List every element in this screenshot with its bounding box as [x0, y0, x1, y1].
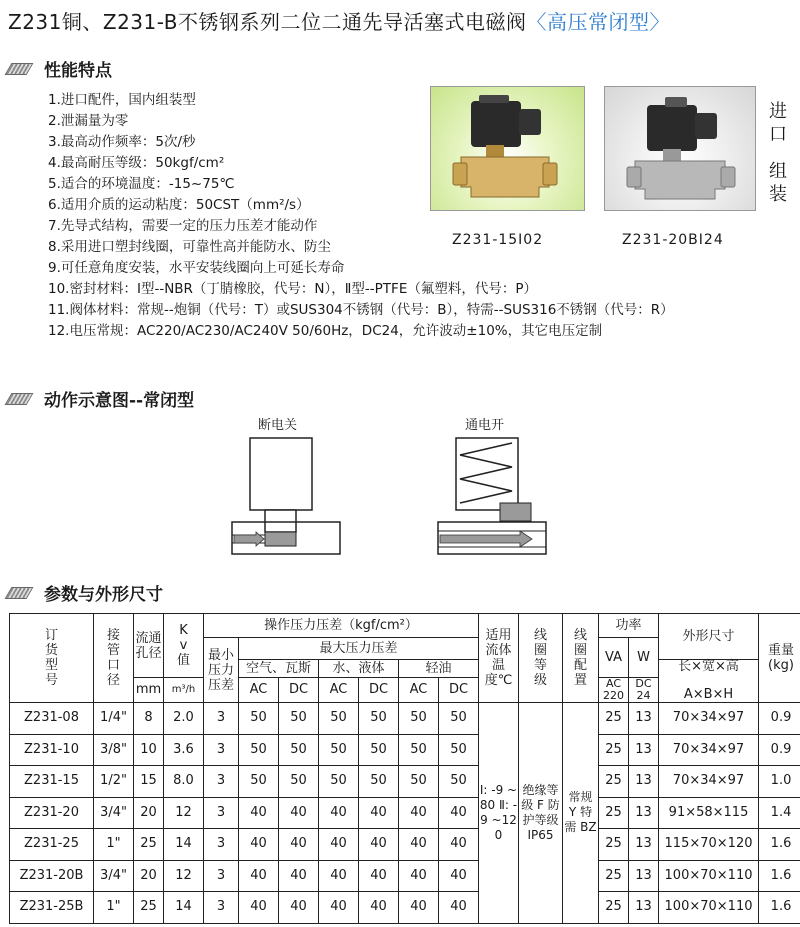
cell-dims: 70×34×97 [659, 734, 759, 766]
section-marker-icon [5, 63, 34, 75]
cell-weight: 1.6 [759, 892, 800, 924]
th-temp [479, 614, 519, 703]
cell-min: 3 [204, 860, 239, 892]
section-params-heading [8, 580, 163, 605]
cell-port: 3/4" [94, 860, 134, 892]
diagram-off-state [232, 438, 340, 554]
cell-va: 25 [599, 734, 629, 766]
feature-item: 10.密封材料：Ⅰ型--NBR（丁腈橡胶，代号：N），Ⅱ型--PTFE（氟塑料，代号：P） [48, 281, 537, 297]
spec-table-body [10, 703, 800, 924]
cell-va: 25 [599, 860, 629, 892]
cell-min: 3 [204, 797, 239, 829]
cell-temp-merged: Ⅰ: -9 ~80 Ⅱ: -9 ~120 [479, 703, 519, 924]
side-text-imported [767, 100, 789, 206]
cell-oil-dc: 40 [439, 829, 479, 861]
cell-model: Z231-20B [10, 860, 94, 892]
cell-oil-dc: 40 [439, 860, 479, 892]
th-kv-unit: m³/h [164, 678, 204, 703]
product-caption-2: Z231-20BⅠ24 [622, 232, 724, 248]
section-marker-icon [5, 393, 34, 405]
side-text-char-3: 组 [769, 161, 787, 182]
diagram-on-state [438, 438, 546, 554]
th-power: 功率 [599, 614, 659, 638]
th-weight [759, 614, 800, 703]
cell-insulation-merged: 绝缘等级 F 防护等级 IP65 [519, 703, 563, 924]
cell-water-dc: 50 [359, 703, 399, 735]
th-min-diff-label: 最小压力压差 [207, 647, 234, 693]
cell-min: 3 [204, 829, 239, 861]
th-va-sub: AC 220 [599, 678, 629, 703]
cell-water-ac: 40 [319, 829, 359, 861]
cell-min: 3 [204, 892, 239, 924]
valve-steel-illustration [605, 87, 756, 211]
cell-orifice: 15 [134, 766, 164, 798]
cell-oil-ac: 40 [399, 829, 439, 861]
feature-item: 12.电压常规：AC220/AC230/AC240V 50/60Hz，DC24，允许波动±10%，其它电压定制 [48, 323, 603, 339]
th-va: VA [599, 638, 629, 678]
cell-oil-ac: 50 [399, 703, 439, 735]
cell-orifice: 10 [134, 734, 164, 766]
cell-port: 3/4" [94, 797, 134, 829]
cell-w: 13 [629, 703, 659, 735]
th-op-pressure: 操作压力压差（kgf/cm²） [204, 614, 479, 638]
cell-water-dc: 40 [359, 797, 399, 829]
cell-min: 3 [204, 766, 239, 798]
cell-water-ac: 50 [319, 734, 359, 766]
cell-gas-ac: 40 [239, 829, 279, 861]
table-row [10, 797, 800, 829]
cell-water-ac: 40 [319, 797, 359, 829]
cell-orifice: 20 [134, 797, 164, 829]
cell-gas-ac: 40 [239, 860, 279, 892]
cell-gas-dc: 50 [279, 766, 319, 798]
feature-item: 8.采用进口塑封线圈，可靠性高并能防水、防尘 [48, 239, 331, 255]
cell-kv: 12 [164, 860, 204, 892]
cell-model: Z231-15 [10, 766, 94, 798]
th-kv [164, 614, 204, 678]
th-w: W [629, 638, 659, 678]
cell-oil-dc: 50 [439, 766, 479, 798]
spec-table [9, 613, 800, 924]
th-port-label: 接管口径 [106, 628, 120, 688]
cell-va: 25 [599, 703, 629, 735]
table-row [10, 860, 800, 892]
cell-w: 13 [629, 892, 659, 924]
cell-w: 13 [629, 860, 659, 892]
section-marker-icon [5, 587, 34, 599]
th-water: 水、液体 [319, 660, 399, 678]
section-diagram-heading [8, 386, 194, 411]
cell-kv: 14 [164, 829, 204, 861]
cell-orifice: 8 [134, 703, 164, 735]
cell-weight: 0.9 [759, 734, 800, 766]
side-text-gap [767, 146, 789, 160]
cell-w: 13 [629, 734, 659, 766]
cell-kv: 2.0 [164, 703, 204, 735]
side-text-char-4: 装 [769, 184, 787, 205]
cell-gas-ac: 40 [239, 892, 279, 924]
cell-gas-dc: 50 [279, 734, 319, 766]
cell-water-ac: 40 [319, 892, 359, 924]
table-row [10, 892, 800, 924]
feature-item: 5.适合的环境温度：-15~75℃ [48, 176, 235, 192]
cell-oil-ac: 40 [399, 892, 439, 924]
diagram-off-label: 断电关 [258, 418, 298, 433]
th-w-sub: DC 24 [629, 678, 659, 703]
cell-dims: 100×70×110 [659, 892, 759, 924]
section-params-label: 参数与外形尺寸 [44, 585, 163, 605]
cell-weight: 1.6 [759, 860, 800, 892]
section-features-heading [8, 56, 112, 81]
section-diagram-label: 动作示意图--常闭型 [44, 391, 195, 411]
feature-item: 3.最高动作频率：5次/秒 [48, 134, 196, 150]
cell-oil-ac: 40 [399, 860, 439, 892]
cell-water-ac: 50 [319, 703, 359, 735]
cell-kv: 8.0 [164, 766, 204, 798]
section-features-label: 性能特点 [44, 61, 112, 81]
cell-w: 13 [629, 829, 659, 861]
th-coil-label: 线圈配置 [573, 628, 587, 688]
action-diagram [220, 435, 550, 565]
cell-port: 1" [94, 829, 134, 861]
cell-oil-dc: 40 [439, 797, 479, 829]
th-dims-sub2: A×B×H [683, 687, 734, 702]
cell-gas-dc: 40 [279, 892, 319, 924]
th-model-label: 订货型号 [44, 628, 58, 688]
cell-gas-ac: 40 [239, 797, 279, 829]
th-min-diff [204, 638, 239, 703]
table-row [10, 766, 800, 798]
cell-w: 13 [629, 797, 659, 829]
th-port [94, 614, 134, 703]
cell-gas-dc: 40 [279, 860, 319, 892]
th-weight-label: 重量(kg) [768, 643, 795, 673]
cell-model: Z231-25B [10, 892, 94, 924]
cell-gas-dc: 40 [279, 829, 319, 861]
cell-weight: 0.9 [759, 703, 800, 735]
cell-model: Z231-08 [10, 703, 94, 735]
cell-dims: 70×34×97 [659, 766, 759, 798]
th-orifice-unit: mm [134, 678, 164, 703]
feature-item: 2.泄漏量为零 [48, 113, 129, 129]
th-coil [563, 614, 599, 703]
th-oil: 轻油 [399, 660, 479, 678]
cell-dims: 91×58×115 [659, 797, 759, 829]
cell-port: 1/2" [94, 766, 134, 798]
diagram-on-label: 通电开 [465, 418, 505, 433]
cell-va: 25 [599, 829, 629, 861]
cell-kv: 14 [164, 892, 204, 924]
th-dims-sub1: 长×宽×高 [678, 659, 739, 674]
cell-gas-ac: 50 [239, 703, 279, 735]
feature-item: 7.先导式结构，需要一定的压力压差才能动作 [48, 218, 318, 234]
cell-oil-dc: 50 [439, 703, 479, 735]
feature-item: 9.可任意角度安装，水平安装线圈向上可延长寿命 [48, 260, 345, 276]
th-model [10, 614, 94, 703]
cell-va: 25 [599, 766, 629, 798]
cell-w: 13 [629, 766, 659, 798]
cell-gas-ac: 50 [239, 766, 279, 798]
cell-port: 1" [94, 892, 134, 924]
page-title [8, 6, 670, 35]
feature-item: 6.适用介质的运动粘度：50CST（mm²/s） [48, 197, 310, 213]
cell-oil-dc: 40 [439, 892, 479, 924]
cell-weight: 1.0 [759, 766, 800, 798]
th-gas-ac: AC [239, 678, 279, 703]
cell-weight: 1.6 [759, 829, 800, 861]
title-main: Z231铜、Z231-B不锈钢系列二位二通先导活塞式电磁阀 [8, 10, 527, 34]
th-gas: 空气、瓦斯 [239, 660, 319, 678]
cell-port: 3/8" [94, 734, 134, 766]
cell-water-dc: 40 [359, 892, 399, 924]
product-caption-1: Z231-15Ⅰ02 [452, 232, 544, 248]
cell-port: 1/4" [94, 703, 134, 735]
cell-oil-ac: 50 [399, 734, 439, 766]
th-insulation-label: 线圈等级 [533, 628, 547, 688]
cell-kv: 12 [164, 797, 204, 829]
table-row [10, 734, 800, 766]
feature-item: 11.阀体材料：常规--炮铜（代号：T）或SUS304不锈钢（代号：B），特需--SUS316不锈钢（代号：R） [48, 302, 674, 318]
title-highlight: 〈高压常闭型〉 [526, 10, 670, 34]
side-text-char-2: 口 [769, 124, 787, 145]
product-photo-steel [604, 86, 756, 211]
th-gas-dc: DC [279, 678, 319, 703]
cell-water-ac: 40 [319, 860, 359, 892]
th-kv-label: Kv值 [176, 623, 190, 668]
cell-water-dc: 50 [359, 734, 399, 766]
cell-weight: 1.4 [759, 797, 800, 829]
th-water-ac: AC [319, 678, 359, 703]
th-oil-dc: DC [439, 678, 479, 703]
cell-min: 3 [204, 734, 239, 766]
cell-gas-dc: 50 [279, 703, 319, 735]
cell-model: Z231-20 [10, 797, 94, 829]
cell-va: 25 [599, 797, 629, 829]
th-dims-sub [659, 660, 759, 703]
cell-kv: 3.6 [164, 734, 204, 766]
cell-va: 25 [599, 892, 629, 924]
cell-model: Z231-10 [10, 734, 94, 766]
cell-water-dc: 40 [359, 860, 399, 892]
cell-min: 3 [204, 703, 239, 735]
th-dims: 外形尺寸 [659, 614, 759, 660]
cell-orifice: 25 [134, 829, 164, 861]
th-max-diff: 最大压力压差 [239, 638, 479, 660]
cell-water-dc: 40 [359, 829, 399, 861]
cell-orifice: 20 [134, 860, 164, 892]
cell-oil-dc: 50 [439, 734, 479, 766]
th-temp-label: 适用流体温度℃ [484, 628, 513, 688]
product-photo-brass [430, 86, 585, 211]
cell-model: Z231-25 [10, 829, 94, 861]
feature-item: 4.最高耐压等级：50kgf/cm² [48, 155, 225, 171]
cell-gas-ac: 50 [239, 734, 279, 766]
th-oil-ac: AC [399, 678, 439, 703]
th-orifice-label: 流通孔径 [135, 630, 162, 661]
table-row [10, 703, 800, 735]
table-row [10, 829, 800, 861]
cell-oil-ac: 40 [399, 797, 439, 829]
feature-item: 1.进口配件，国内组装型 [48, 92, 196, 108]
cell-dims: 70×34×97 [659, 703, 759, 735]
cell-dims: 100×70×110 [659, 860, 759, 892]
cell-orifice: 25 [134, 892, 164, 924]
th-orifice [134, 614, 164, 678]
cell-gas-dc: 40 [279, 797, 319, 829]
cell-water-dc: 50 [359, 766, 399, 798]
th-insulation [519, 614, 563, 703]
cell-water-ac: 50 [319, 766, 359, 798]
valve-brass-illustration [431, 87, 585, 211]
th-water-dc: DC [359, 678, 399, 703]
cell-coil-merged: 常规 Y 特需 BZ [563, 703, 599, 924]
side-text-char-1: 进 [769, 101, 787, 122]
cell-dims: 115×70×120 [659, 829, 759, 861]
cell-oil-ac: 50 [399, 766, 439, 798]
